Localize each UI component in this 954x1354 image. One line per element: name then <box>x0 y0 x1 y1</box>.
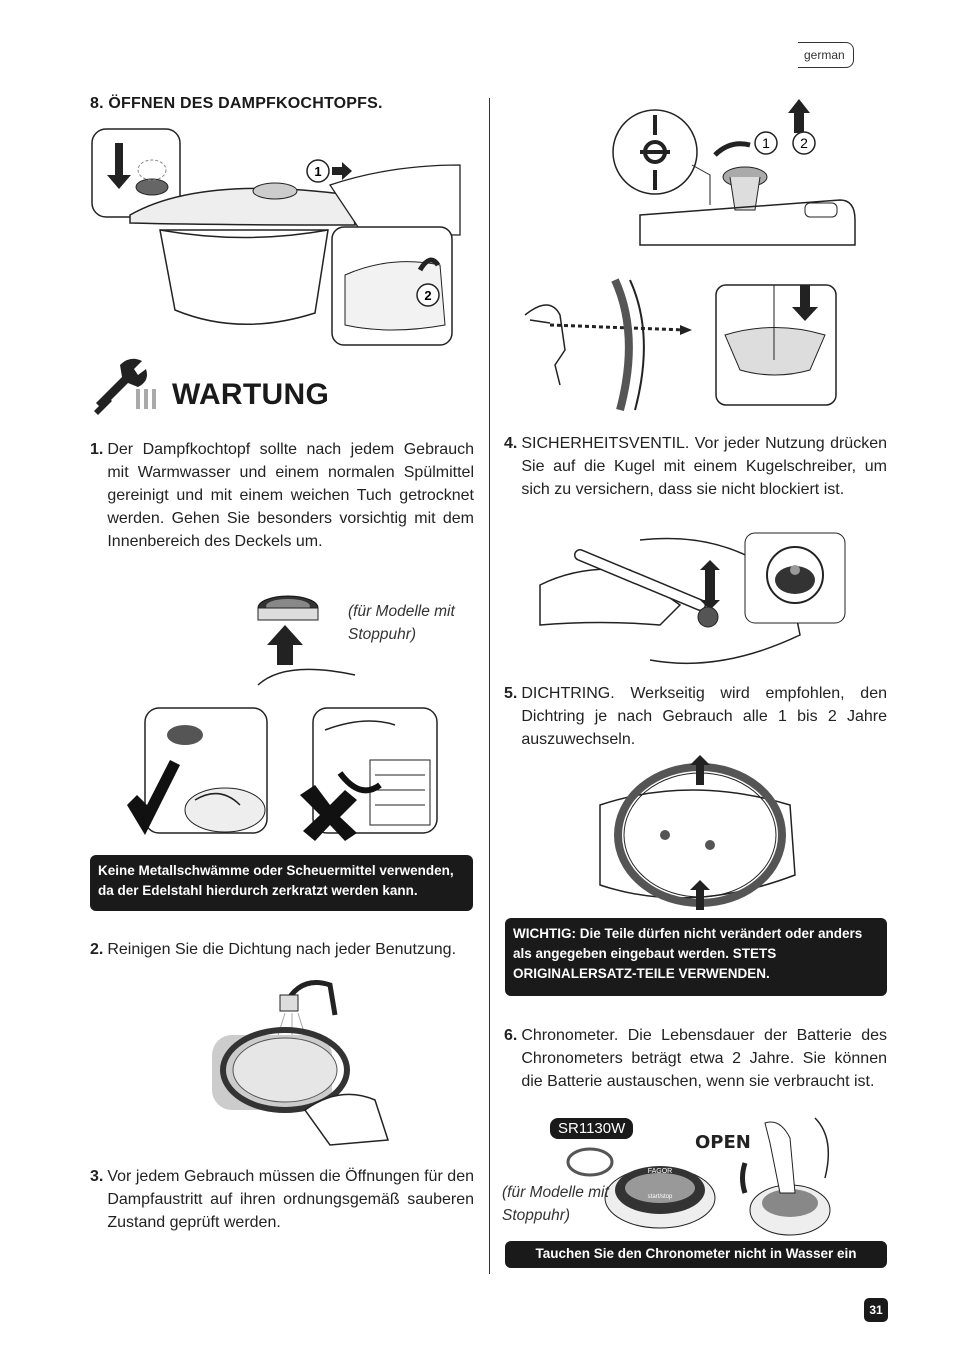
svg-text:2: 2 <box>800 135 808 151</box>
section-title-opening: 8. ÖFFNEN DES DAMPFKOCHTOPFS. <box>90 95 383 112</box>
valve-inspection-illustration <box>520 275 840 415</box>
svg-text:1: 1 <box>314 164 322 179</box>
maintenance-item-3: 3. Vor jedem Gebrauch müssen die Öffnungen für den Dampfaustritt auf ihren ordnungsgemäß sauberen Zustand geprüft werden. <box>90 1168 474 1231</box>
svg-text:start/stop: start/stop <box>647 1194 673 1200</box>
double-arrow-icon <box>700 560 720 610</box>
warning-no-water: Tauchen Sie den Chronometer nicht in Wasser ein <box>505 1241 887 1268</box>
arrow-up-icon <box>788 99 810 133</box>
page-number: 31 <box>864 1298 888 1322</box>
battery-model-badge: SR1130W <box>550 1118 633 1139</box>
curved-arrow-icon <box>715 144 750 155</box>
maintenance-item-5: 5. DICHTRING. Werkseitig wird empfohlen, den Dichtring je nach Gebrauch alle 1 bis 2 Jahre auszuwechseln. <box>504 685 887 748</box>
curved-arrow-icon <box>743 1163 746 1193</box>
caption-timer-models-2: (für Modelle mit Stoppuhr) <box>502 1184 609 1224</box>
safety-valve-press-illustration <box>540 525 850 673</box>
column-divider <box>489 98 490 1274</box>
arrow-up-icon <box>267 625 303 665</box>
sealing-ring-illustration <box>590 755 800 920</box>
maintenance-item-4: 4. SICHERHEITSVENTIL. Vor jeder Nutzung drücken Sie auf die Kugel mit einem Kugelschreiber, um sich zu versichern, dass sie nicht blockiert ist. <box>504 435 887 498</box>
heading-bars <box>136 389 160 414</box>
seal-washing-illustration <box>210 975 390 1155</box>
maintenance-item-1: 1. Der Dampfkochtopf sollte nach jedem Gebrauch mit Warmwasser und einem normalen Spülmittel gereinigt und mit einem weichen Tuch getrocknet werden. Gehen Sie besonders vorsichtig mit dem Innenbereich des Deckels um. <box>90 441 474 550</box>
svg-text:FAGOR: FAGOR <box>647 1168 673 1175</box>
opening-cooker-illustration <box>90 125 460 350</box>
warning-no-metal-sponges: Keine Metallschwämme oder Scheuermittel verwenden, da der Edelstahl hierdurch zerkratzt werden kann. <box>90 855 473 911</box>
arrow-right-icon <box>332 162 352 180</box>
caption-timer-models-1: (für Modelle mit Stoppuhr) <box>348 603 455 643</box>
valve-removal-illustration <box>610 95 860 250</box>
open-label: OPEN <box>695 1132 751 1153</box>
maintenance-item-6: 6. Chronometer. Die Lebensdauer der Batterie des Chronometers beträgt etwa 2 Jahre. Sie können die Batterie austauschen, wenn sie verbraucht ist. <box>504 1027 887 1090</box>
maintenance-item-2: 2. Reinigen Sie die Dichtung nach jeder Benutzung. <box>90 941 457 958</box>
warning-original-parts: WICHTIG: Die Teile dürfen nicht verändert oder anders als angegeben eingebaut werden. STETS ORIGINALERSATZ-TEILE VERWENDEN. <box>505 918 887 996</box>
svg-text:1: 1 <box>762 135 770 151</box>
timer-removal-illustration <box>255 590 360 705</box>
svg-text:2: 2 <box>424 288 432 303</box>
handwash-vs-dishwasher-illustration <box>125 705 440 840</box>
language-tab: german <box>798 42 854 68</box>
maintenance-heading: WARTUNG <box>172 378 330 411</box>
